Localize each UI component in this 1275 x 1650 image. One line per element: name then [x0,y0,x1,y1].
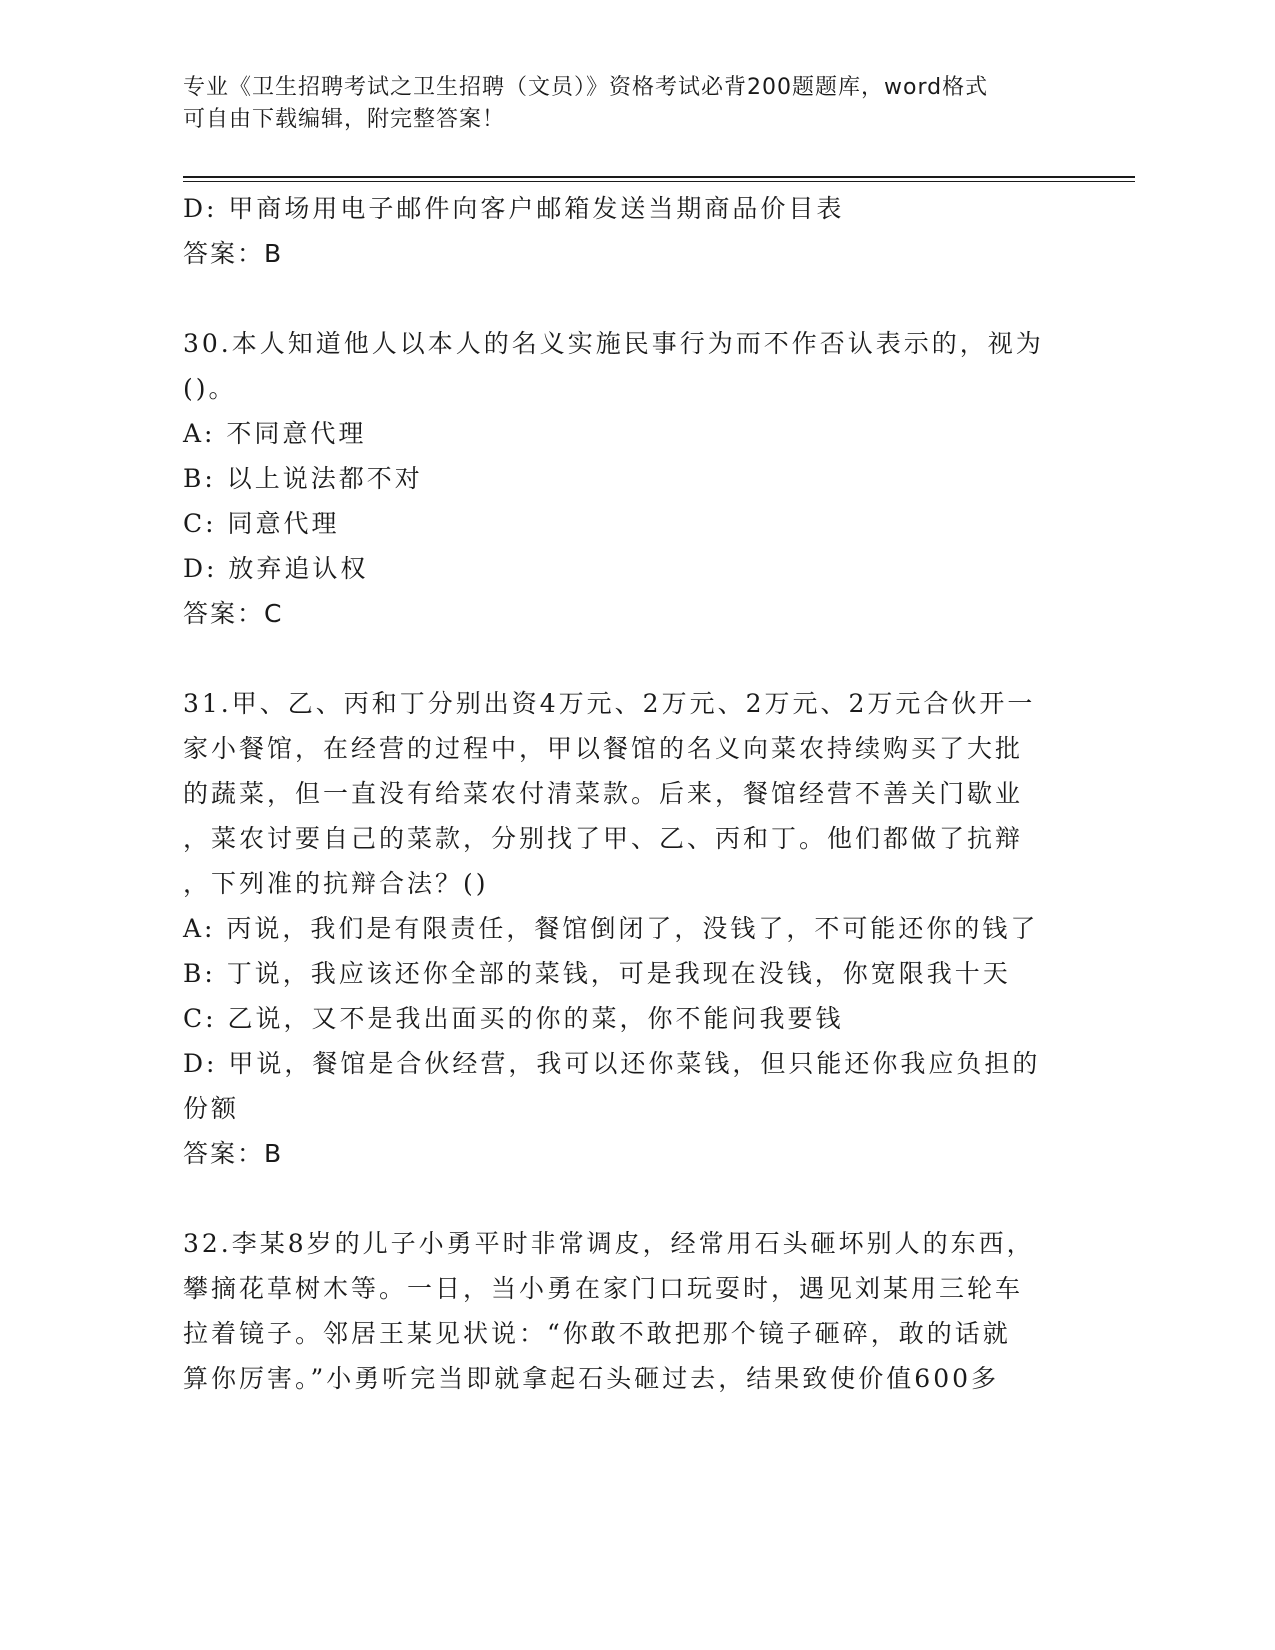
header-rule-thin [183,181,1135,182]
option-a: A: 不同意代理 [183,419,367,448]
answer: 答案：C [183,599,284,628]
option-d-continued: 份额 [183,1094,240,1123]
question-text-line: 攀摘花草树木等。一日，当小勇在家门口玩耍时，遇见刘某用三轮车 [183,1274,1024,1303]
option-d: D: 甲商场用电子邮件向客户邮箱发送当期商品价目表 [183,194,845,223]
question-31 [183,681,1073,1176]
option-b: B: 丁说，我应该还你全部的菜钱，可是我现在没钱，你宽限我十天 [183,959,1011,988]
option-a: A: 丙说，我们是有限责任，餐馆倒闭了，没钱了，不可能还你的钱了 [183,914,1039,943]
question-text-line: 的蔬菜，但一直没有给菜农付清菜款。后来，餐馆经营不善关门歇业 [183,779,1024,808]
header-rule-thick [183,176,1135,178]
question-text-line: 30.本人知道他人以本人的名义实施民事行为而不作否认表示的，视为 [183,329,1044,358]
question-30 [183,321,1073,636]
document-header [183,72,1063,136]
option-c: C: 乙说，又不是我出面买的你的菜，你不能问我要钱 [183,1004,844,1033]
option-d: D: 放弃追认权 [183,554,369,583]
question-text-line: 家小餐馆，在经营的过程中，甲以餐馆的名义向菜农持续购买了大批 [183,734,1024,763]
question-29-tail [183,186,1073,276]
question-text-line: ，菜农讨要自己的菜款，分别找了甲、乙、丙和丁。他们都做了抗辩 [183,824,1024,853]
spacer [183,1176,1073,1221]
spacer [183,636,1073,681]
question-32 [183,1221,1073,1401]
option-d: D: 甲说，餐馆是合伙经营，我可以还你菜钱，但只能还你我应负担的 [183,1049,1041,1078]
question-text-line: 32.李某8岁的儿子小勇平时非常调皮，经常用石头砸坏别人的东西， [183,1229,1035,1258]
question-text-line: 31.甲、乙、丙和丁分别出资4万元、2万元、2万元、2万元合伙开一 [183,689,1036,718]
answer: 答案：B [183,1139,284,1168]
document-body [183,186,1073,1401]
question-text-line: ()。 [183,374,237,403]
question-text-line: 算你厉害。”小勇听完当即就拿起石头砸过去，结果致使价值600多 [183,1364,1000,1393]
spacer [183,276,1073,321]
option-c: C: 同意代理 [183,509,340,538]
question-text-line: ，下列准的抗辩合法？() [183,869,489,898]
header-line-2: 可自由下载编辑，附完整答案！ [183,107,506,132]
question-text-line: 拉着镜子。邻居王某见状说：“你敢不敢把那个镜子砸碎，敢的话就 [183,1319,1011,1348]
answer: 答案：B [183,239,284,268]
header-line-1: 专业《卫生招聘考试之卫生招聘（文员）》资格考试必背200题题库，word格式 [183,75,989,100]
option-b: B: 以上说法都不对 [183,464,423,493]
